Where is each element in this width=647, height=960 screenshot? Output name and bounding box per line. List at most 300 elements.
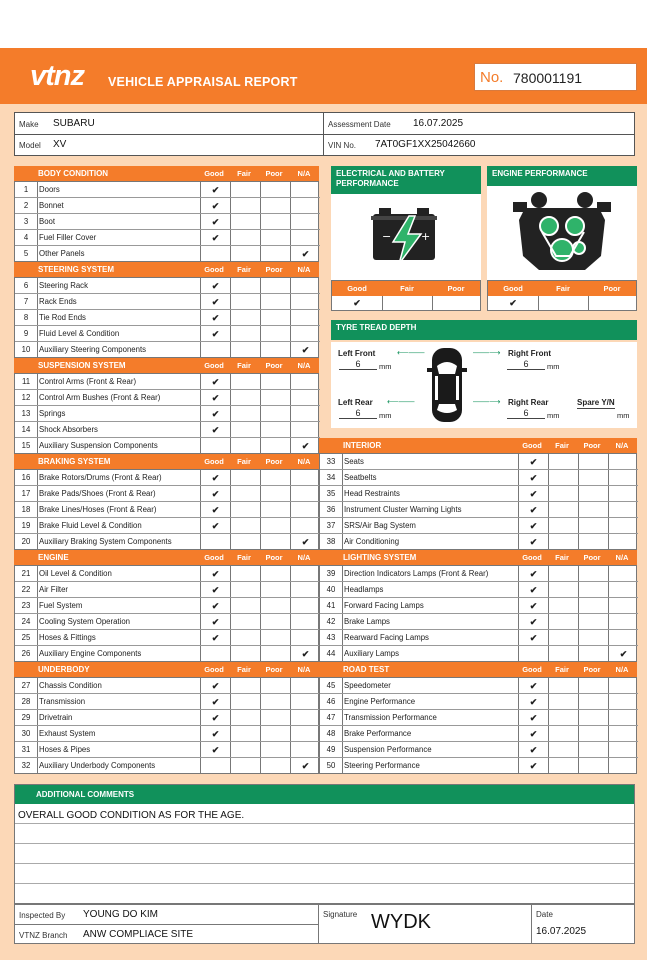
rating-cell-na [290, 406, 320, 422]
item-number: 13 [15, 406, 38, 422]
additional-comments [14, 784, 635, 904]
rating-cell-fair [230, 246, 260, 262]
checklist-row [15, 470, 320, 486]
rating-cell-good [200, 214, 230, 230]
rating-cell-poor [578, 502, 608, 518]
rating-cell-na [290, 742, 320, 758]
column-header-fair: Fair [555, 665, 569, 674]
date-label: Date [536, 910, 553, 919]
report-number-value: 780001191 [513, 70, 583, 86]
rating-cell-fair [230, 614, 260, 630]
item-label: Brake Lamps [344, 617, 390, 626]
rating-cell-fair [230, 598, 260, 614]
rating-cell-poor [578, 758, 608, 774]
rating-cell-fair [548, 726, 578, 742]
rating-cell-na [608, 694, 638, 710]
rating-cell-good [200, 342, 230, 358]
tick-icon: ✔ [211, 729, 220, 739]
checklist-row [15, 214, 320, 230]
column-header-good: Good [204, 265, 224, 274]
rating-cell-fair [548, 454, 578, 470]
vin-label: VIN No. [328, 141, 357, 150]
rating-cell-good [518, 598, 548, 614]
tick-icon: ✔ [301, 761, 310, 771]
rating-cell-fair [230, 342, 260, 358]
electrical-good-cell: ✔ [353, 298, 361, 308]
item-label: Chassis Condition [39, 681, 102, 690]
rating-cell-na [290, 646, 320, 662]
rating-cell-poor [260, 742, 290, 758]
report-number-label: No. [480, 69, 504, 86]
rating-cell-poor [578, 630, 608, 646]
tick-icon: ✔ [211, 185, 220, 195]
engine-good-cell: ✔ [509, 298, 517, 308]
checklist-row [320, 518, 638, 534]
tick-icon: ✔ [211, 681, 220, 691]
item-number: 12 [15, 390, 38, 406]
item-number: 29 [15, 710, 38, 726]
right-front-value: 6 [507, 359, 545, 370]
checklist-row [15, 534, 320, 550]
rating-cell-good [518, 582, 548, 598]
rating-cell-good [200, 614, 230, 630]
checklist-row [15, 646, 320, 662]
tick-icon: ✔ [211, 425, 220, 435]
rating-cell-na [608, 646, 638, 662]
tick-icon: ✔ [211, 201, 220, 211]
item-label: Drivetrain [39, 713, 73, 722]
electrical-fair-header: Fair [382, 281, 432, 296]
rating-cell-fair [548, 710, 578, 726]
right-front-unit: mm [547, 362, 560, 371]
rating-cell-fair [230, 294, 260, 310]
column-header-good: Good [204, 665, 224, 674]
rating-cell-good [518, 694, 548, 710]
rating-cell-good [200, 326, 230, 342]
item-number: 9 [15, 326, 38, 342]
checklist-row [320, 694, 638, 710]
column-header-good: Good [522, 665, 542, 674]
tick-icon: ✔ [529, 697, 538, 707]
item-label: Auxiliary Suspension Components [39, 441, 158, 450]
checklist-row [320, 502, 638, 518]
item-label: Transmission Performance [344, 713, 437, 722]
item-number: 27 [15, 678, 38, 694]
rating-cell-na [608, 598, 638, 614]
rating-cell-fair [548, 470, 578, 486]
checklist-row [15, 182, 320, 198]
rating-cell-good [200, 758, 230, 774]
item-number: 31 [15, 742, 38, 758]
rating-cell-na [290, 374, 320, 390]
item-number: 23 [15, 598, 38, 614]
rating-cell-fair [230, 678, 260, 694]
item-label: Boot [39, 217, 56, 226]
rating-cell-fair [548, 758, 578, 774]
item-label: Fuel System [39, 601, 83, 610]
rating-cell-poor [260, 534, 290, 550]
column-header-poor: Poor [265, 457, 283, 466]
column-header-fair: Fair [555, 553, 569, 562]
rating-cell-na [290, 710, 320, 726]
tick-icon: ✔ [211, 233, 220, 243]
rating-cell-fair [548, 614, 578, 630]
tick-icon: ✔ [529, 713, 538, 723]
rating-cell-poor [260, 374, 290, 390]
checklist-row [320, 630, 638, 646]
item-number: 36 [320, 502, 343, 518]
checklist-row [15, 710, 320, 726]
rating-cell-na [290, 582, 320, 598]
rating-cell-na [290, 422, 320, 438]
engine-rating-table [487, 280, 637, 311]
item-label: Auxiliary Lamps [344, 649, 400, 658]
rating-cell-fair [230, 374, 260, 390]
spare-value [577, 408, 615, 409]
tick-icon: ✔ [211, 393, 220, 403]
rating-cell-good [518, 742, 548, 758]
rating-cell-poor [260, 198, 290, 214]
rating-cell-na [608, 454, 638, 470]
left-rear-unit: mm [379, 411, 392, 420]
column-header-fair: Fair [555, 441, 569, 450]
checklist-row [15, 198, 320, 214]
rating-cell-fair [548, 630, 578, 646]
rating-cell-fair [230, 518, 260, 534]
section-title: BODY CONDITION [38, 169, 109, 178]
rating-cell-fair [548, 518, 578, 534]
section-body-road-test [319, 677, 637, 774]
rating-cell-na [608, 486, 638, 502]
tick-icon: ✔ [211, 697, 220, 707]
column-header-na: N/A [615, 441, 629, 450]
item-label: Auxiliary Engine Components [39, 649, 142, 658]
column-header-fair: Fair [237, 457, 251, 466]
rating-cell-fair [230, 390, 260, 406]
item-label: Seats [344, 457, 364, 466]
rating-cell-fair [548, 534, 578, 550]
item-number: 1 [15, 182, 38, 198]
column-header-good: Good [204, 457, 224, 466]
rating-cell-good [200, 710, 230, 726]
section-body-lighting-system [319, 565, 637, 662]
item-number: 17 [15, 486, 38, 502]
item-number: 20 [15, 534, 38, 550]
rating-cell-na [290, 182, 320, 198]
rating-cell-na [290, 534, 320, 550]
checklist-row [320, 454, 638, 470]
column-header-na: N/A [297, 665, 311, 674]
tick-icon: ✔ [211, 281, 220, 291]
model-value: XV [53, 139, 67, 150]
rating-cell-good [200, 598, 230, 614]
section-body-engine [14, 565, 319, 662]
checklist-row [15, 518, 320, 534]
item-number: 5 [15, 246, 38, 262]
rating-cell-na [290, 230, 320, 246]
column-header-poor: Poor [265, 169, 283, 178]
rating-cell-na [290, 694, 320, 710]
column-header-fair: Fair [237, 665, 251, 674]
rating-cell-poor [260, 518, 290, 534]
battery-icon [331, 194, 481, 280]
item-label: Shock Absorbers [39, 425, 98, 434]
rating-cell-poor [260, 630, 290, 646]
rating-cell-poor [260, 422, 290, 438]
rating-cell-fair [548, 486, 578, 502]
item-number: 8 [15, 310, 38, 326]
rating-cell-good [200, 518, 230, 534]
checklist-row [320, 678, 638, 694]
item-number: 49 [320, 742, 343, 758]
checklist-row [15, 326, 320, 342]
tick-icon: ✔ [529, 745, 538, 755]
checklist-row [15, 678, 320, 694]
column-header-fair: Fair [237, 265, 251, 274]
tick-icon: ✔ [301, 441, 310, 451]
rating-cell-na [290, 294, 320, 310]
tick-icon: ✔ [211, 473, 220, 483]
item-number: 43 [320, 630, 343, 646]
checklist-row [320, 646, 638, 662]
rating-cell-poor [260, 406, 290, 422]
checklist-row [15, 278, 320, 294]
column-header-good: Good [204, 169, 224, 178]
tick-icon: ✔ [211, 297, 220, 307]
rating-cell-na [290, 246, 320, 262]
rating-cell-good [518, 518, 548, 534]
column-header-good: Good [522, 441, 542, 450]
checklist-row [320, 742, 638, 758]
item-number: 42 [320, 614, 343, 630]
item-number: 37 [320, 518, 343, 534]
rating-cell-good [200, 582, 230, 598]
tick-icon: ✔ [301, 649, 310, 659]
rating-cell-poor [260, 566, 290, 582]
checklist-row [320, 726, 638, 742]
rating-cell-poor [260, 678, 290, 694]
vehicle-info [14, 112, 635, 156]
section-header-braking-system [14, 454, 319, 469]
column-header-na: N/A [615, 665, 629, 674]
rating-cell-good [200, 502, 230, 518]
tick-icon: ✔ [529, 617, 538, 627]
electrical-fair-cell [382, 296, 432, 311]
column-header-poor: Poor [265, 361, 283, 370]
rating-cell-good [200, 646, 230, 662]
item-label: Bonnet [39, 201, 64, 210]
rating-cell-fair [230, 470, 260, 486]
item-label: Headlamps [344, 585, 384, 594]
rating-cell-poor [260, 438, 290, 454]
rating-cell-good [518, 710, 548, 726]
rating-cell-na [290, 214, 320, 230]
section-title: ENGINE [38, 553, 69, 562]
left-front-unit: mm [379, 362, 392, 371]
left-front-arrow: ⟵—— [397, 348, 425, 357]
rating-cell-fair [548, 598, 578, 614]
rating-cell-poor [578, 742, 608, 758]
rating-cell-poor [260, 502, 290, 518]
rating-cell-good [200, 310, 230, 326]
vin-value: 7AT0GF1XX25042660 [375, 139, 476, 150]
item-label: Fuel Filler Cover [39, 233, 97, 242]
tick-icon: ✔ [529, 681, 538, 691]
assessment-date-value: 16.07.2025 [413, 118, 464, 129]
item-label: Hoses & Pipes [39, 745, 91, 754]
rating-cell-fair [230, 646, 260, 662]
rating-cell-fair [230, 630, 260, 646]
rating-cell-na [290, 566, 320, 582]
item-label: Transmission [39, 697, 86, 706]
section-body-body-condition [14, 181, 319, 262]
tick-icon: ✔ [529, 729, 538, 739]
rating-cell-fair [548, 582, 578, 598]
checklist-row [15, 230, 320, 246]
rating-cell-fair [230, 758, 260, 774]
item-label: Direction Indicators Lamps (Front & Rear) [344, 569, 489, 578]
rating-cell-poor [578, 726, 608, 742]
section-header-road-test [319, 662, 637, 677]
rating-cell-poor [578, 598, 608, 614]
inspected-by-label: Inspected By [19, 911, 66, 920]
tick-icon: ✔ [211, 505, 220, 515]
checklist-row [15, 758, 320, 774]
rating-cell-fair [548, 566, 578, 582]
assessment-date-label: Assessment Date [328, 120, 391, 129]
rating-cell-fair [230, 406, 260, 422]
electrical-poor-cell [432, 296, 480, 311]
item-label: Speedometer [344, 681, 391, 690]
checklist-row [15, 694, 320, 710]
rating-cell-poor [578, 566, 608, 582]
rating-cell-na [290, 326, 320, 342]
item-number: 38 [320, 534, 343, 550]
rating-cell-fair [548, 678, 578, 694]
rating-cell-fair [230, 182, 260, 198]
section-body-underbody [14, 677, 319, 774]
make-label: Make [19, 120, 39, 129]
rating-cell-good [518, 566, 548, 582]
rating-cell-na [608, 582, 638, 598]
item-label: Other Panels [39, 249, 85, 258]
tick-icon: ✔ [211, 329, 220, 339]
rating-cell-na [290, 470, 320, 486]
tick-icon: ✔ [529, 457, 538, 467]
rating-cell-poor [260, 758, 290, 774]
rating-cell-na [290, 518, 320, 534]
tyre-tread-title: TYRE TREAD DEPTH [331, 320, 637, 340]
rating-cell-poor [578, 646, 608, 662]
item-label: Engine Performance [344, 697, 416, 706]
make-value: SUBARU [53, 118, 95, 129]
checklist-row [15, 598, 320, 614]
electrical-title: ELECTRICAL AND BATTERY PERFORMANCE [331, 166, 481, 194]
tick-icon: ✔ [529, 761, 538, 771]
rating-cell-poor [260, 726, 290, 742]
item-number: 35 [320, 486, 343, 502]
item-number: 33 [320, 454, 343, 470]
engine-performance-title: ENGINE PERFORMANCE [487, 166, 637, 186]
svg-text:+: + [421, 230, 431, 243]
item-label: Instrument Cluster Warning Lights [344, 505, 462, 514]
rating-cell-good [200, 694, 230, 710]
tick-icon: ✔ [529, 505, 538, 515]
checklist-row [15, 294, 320, 310]
rating-cell-good [200, 486, 230, 502]
section-header-interior [319, 438, 637, 453]
report-title: VEHICLE APPRAISAL REPORT [108, 75, 298, 89]
rating-cell-fair [230, 422, 260, 438]
rating-cell-poor [578, 710, 608, 726]
rating-cell-na [290, 630, 320, 646]
rating-cell-na [608, 726, 638, 742]
item-label: Tie Rod Ends [39, 313, 86, 322]
checklist-row [320, 758, 638, 774]
section-header-suspension-system [14, 358, 319, 373]
rating-cell-na [290, 758, 320, 774]
rating-cell-na [290, 390, 320, 406]
tick-icon: ✔ [529, 601, 538, 611]
branch-value: ANW COMPLIACE SITE [83, 929, 194, 940]
engine-poor-header: Poor [588, 281, 636, 296]
rating-cell-good [200, 470, 230, 486]
tick-icon: ✔ [529, 521, 538, 531]
section-header-lighting-system [319, 550, 637, 565]
tick-icon: ✔ [211, 313, 220, 323]
section-body-steering-system [14, 277, 319, 358]
rating-cell-poor [260, 230, 290, 246]
checklist-row [15, 374, 320, 390]
item-number: 18 [15, 502, 38, 518]
signature-label: Signature [323, 910, 358, 919]
rating-cell-na [290, 278, 320, 294]
engine-fair-cell [538, 296, 588, 311]
electrical-rating-table [331, 280, 481, 311]
rating-cell-na [608, 470, 638, 486]
item-number: 28 [15, 694, 38, 710]
column-header-poor: Poor [583, 553, 601, 562]
rating-cell-na [290, 614, 320, 630]
item-label: Control Arms (Front & Rear) [39, 377, 137, 386]
rating-cell-good [200, 230, 230, 246]
checklist-row [15, 630, 320, 646]
section-header-steering-system [14, 262, 319, 277]
item-label: Auxiliary Steering Components [39, 345, 147, 354]
checklist-row [15, 726, 320, 742]
rating-cell-good [518, 470, 548, 486]
rating-cell-poor [260, 470, 290, 486]
item-label: Brake Pads/Shoes (Front & Rear) [39, 489, 156, 498]
rating-cell-poor [578, 678, 608, 694]
column-header-fair: Fair [237, 361, 251, 370]
rating-cell-poor [260, 598, 290, 614]
item-number: 4 [15, 230, 38, 246]
checklist-row [15, 502, 320, 518]
rating-cell-good [200, 422, 230, 438]
comments-title: ADDITIONAL COMMENTS [15, 785, 634, 804]
rating-cell-na [290, 342, 320, 358]
right-rear-unit: mm [547, 411, 560, 420]
rating-cell-na [290, 438, 320, 454]
item-number: 19 [15, 518, 38, 534]
checklist-row [320, 566, 638, 582]
section-header-underbody [14, 662, 319, 677]
checklist-row [15, 390, 320, 406]
tick-icon: ✔ [529, 585, 538, 595]
rating-cell-good [518, 646, 548, 662]
rating-cell-fair [230, 438, 260, 454]
